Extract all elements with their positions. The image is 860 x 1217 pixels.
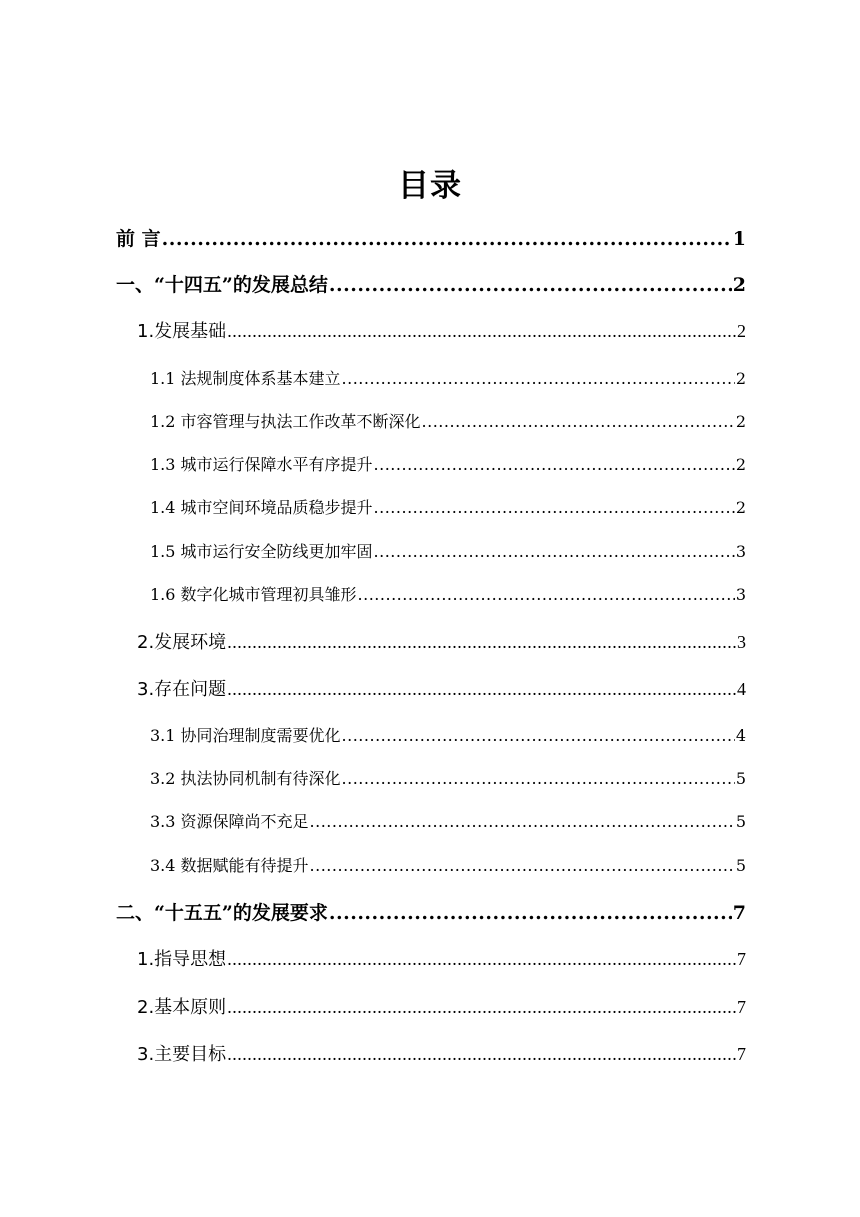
toc-entry-label: 2.基本原则 bbox=[137, 997, 227, 1018]
toc-entry-subsection[interactable] bbox=[150, 723, 746, 746]
toc-entry-chapter-1[interactable] bbox=[116, 270, 746, 297]
toc-entry-page: 4 bbox=[735, 726, 746, 745]
toc-entry-page: 3 bbox=[735, 585, 746, 604]
toc-entry-page: 2 bbox=[735, 455, 746, 474]
toc-entry-section[interactable] bbox=[137, 628, 746, 654]
toc-entry-label: 2.发展环境 bbox=[137, 632, 227, 653]
toc-entry-label: 前 言 bbox=[116, 228, 161, 250]
toc-entry-subsection[interactable] bbox=[150, 409, 746, 432]
toc-entry-section[interactable] bbox=[137, 993, 746, 1019]
toc-entry-label: 3.4 数据赋能有待提升 bbox=[150, 856, 309, 875]
toc-leader-dots bbox=[227, 679, 736, 700]
toc-entry-page: 2 bbox=[737, 321, 746, 341]
toc-entry-label: 1.5 城市运行安全防线更加牢固 bbox=[150, 542, 373, 561]
toc-leader-dots bbox=[358, 585, 735, 604]
toc-leader-dots bbox=[422, 412, 735, 431]
toc-entry-section[interactable] bbox=[137, 1040, 746, 1066]
toc-leader-dots bbox=[342, 726, 735, 745]
toc-leader-dots bbox=[227, 949, 736, 970]
toc-entry-page: 2 bbox=[735, 412, 746, 431]
toc-entry-label: 3.存在问题 bbox=[137, 679, 227, 700]
toc-entry-subsection[interactable] bbox=[150, 582, 746, 605]
toc-entry-page: 2 bbox=[735, 498, 746, 517]
toc-leader-dots bbox=[374, 542, 735, 561]
toc-entry-section[interactable] bbox=[137, 945, 746, 971]
toc-entry-label: 3.3 资源保障尚不充足 bbox=[150, 812, 309, 831]
toc-leader-dots bbox=[374, 455, 735, 474]
toc-entry-subsection[interactable] bbox=[150, 452, 746, 475]
toc-entry-subsection[interactable] bbox=[150, 495, 746, 518]
toc-entry-label: 1.发展基础 bbox=[137, 321, 227, 342]
toc-leader-dots bbox=[374, 498, 735, 517]
toc-leader-dots bbox=[329, 902, 732, 924]
toc-entry-label: 一、“十四五”的发展总结 bbox=[116, 274, 328, 296]
toc-leader-dots bbox=[329, 274, 732, 296]
toc-entry-label: 1.3 城市运行保障水平有序提升 bbox=[150, 455, 373, 474]
toc-entry-page: 5 bbox=[735, 769, 746, 788]
toc-entry-preface[interactable] bbox=[116, 224, 746, 251]
toc-entry-label: 3.2 执法协同机制有待深化 bbox=[150, 769, 341, 788]
toc-entry-page: 3 bbox=[737, 632, 746, 652]
toc-entry-subsection[interactable] bbox=[150, 853, 746, 876]
toc-entry-label: 1.6 数字化城市管理初具雏形 bbox=[150, 585, 357, 604]
toc-entry-page: 4 bbox=[737, 679, 746, 699]
toc-leader-dots bbox=[227, 1044, 736, 1065]
toc-entry-section[interactable] bbox=[137, 317, 746, 343]
toc-entry-subsection[interactable] bbox=[150, 539, 746, 562]
toc-entry-page: 2 bbox=[732, 274, 746, 296]
toc-entry-label: 1.4 城市空间环境品质稳步提升 bbox=[150, 498, 373, 517]
toc-entry-label: 1.2 市容管理与执法工作改革不断深化 bbox=[150, 412, 421, 431]
toc-leader-dots bbox=[162, 228, 732, 250]
toc-leader-dots bbox=[227, 632, 736, 653]
toc-entry-label: 二、“十五五”的发展要求 bbox=[116, 902, 328, 924]
toc-entry-page: 5 bbox=[735, 812, 746, 831]
toc-entry-label: 1.指导思想 bbox=[137, 949, 227, 970]
toc-entry-page: 3 bbox=[735, 542, 746, 561]
toc-leader-dots bbox=[310, 856, 735, 875]
toc-entry-page: 1 bbox=[732, 228, 746, 250]
toc-entry-page: 7 bbox=[737, 997, 746, 1017]
toc-leader-dots bbox=[310, 812, 735, 831]
toc-leader-dots bbox=[227, 321, 736, 342]
toc-entry-chapter-2[interactable] bbox=[116, 898, 746, 925]
toc-entry-label: 3.主要目标 bbox=[137, 1044, 227, 1065]
toc-leader-dots bbox=[342, 769, 735, 788]
toc-entry-page: 7 bbox=[737, 1044, 746, 1064]
toc-entry-label: 1.1 法规制度体系基本建立 bbox=[150, 369, 341, 388]
toc-entry-section[interactable] bbox=[137, 675, 746, 701]
toc-entry-page: 7 bbox=[732, 902, 746, 924]
toc-entry-subsection[interactable] bbox=[150, 766, 746, 789]
toc-entry-subsection[interactable] bbox=[150, 809, 746, 832]
toc-entry-label: 3.1 协同治理制度需要优化 bbox=[150, 726, 341, 745]
toc-entry-page: 2 bbox=[735, 369, 746, 388]
toc-entry-page: 5 bbox=[735, 856, 746, 875]
toc-entry-page: 7 bbox=[737, 949, 746, 969]
toc-leader-dots bbox=[227, 997, 736, 1018]
toc-entry-subsection[interactable] bbox=[150, 366, 746, 389]
toc-leader-dots bbox=[342, 369, 735, 388]
toc-title: 目录 bbox=[398, 168, 462, 204]
